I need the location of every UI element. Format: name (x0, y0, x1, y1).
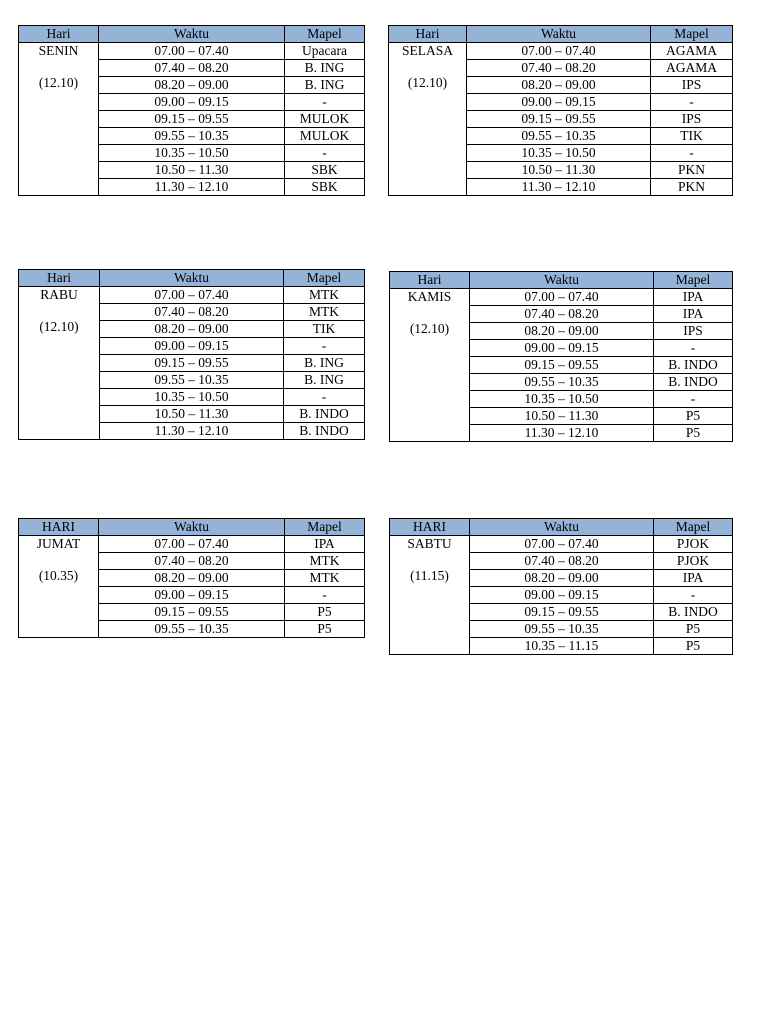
time-cell: 07.40 – 08.20 (467, 60, 651, 77)
subject-cell: PKN (651, 162, 733, 179)
table-header-row (19, 26, 365, 43)
time-cell: 09.15 – 09.55 (470, 357, 654, 374)
time-cell: 09.15 – 09.55 (467, 111, 651, 128)
schedule-table-kamis (389, 271, 733, 442)
day-name: SABTU (407, 536, 452, 551)
header-time: Waktu (467, 26, 651, 43)
table-header-row (390, 272, 733, 289)
time-cell: 10.50 – 11.30 (99, 162, 285, 179)
day-name: RABU (40, 287, 78, 302)
subject-cell: IPA (654, 289, 733, 306)
subject-cell: - (654, 391, 733, 408)
subject-cell: B. ING (284, 372, 365, 389)
subject-cell: IPA (654, 570, 733, 587)
subject-cell: B. INDO (284, 406, 365, 423)
subject-cell: SBK (285, 179, 365, 196)
time-cell: 09.00 – 09.15 (100, 338, 284, 355)
day-cell (390, 536, 470, 655)
header-time: Waktu (99, 519, 285, 536)
subject-cell: PJOK (654, 553, 733, 570)
subject-cell: - (284, 338, 365, 355)
time-cell: 09.15 – 09.55 (470, 604, 654, 621)
subject-cell: AGAMA (651, 43, 733, 60)
table-row (390, 536, 733, 553)
subject-cell: P5 (654, 638, 733, 655)
time-cell: 09.55 – 10.35 (99, 128, 285, 145)
table-header-row (390, 519, 733, 536)
time-cell: 08.20 – 09.00 (467, 77, 651, 94)
header-subject: Mapel (654, 519, 733, 536)
schedule-table-selasa (388, 25, 733, 196)
header-time: Waktu (100, 270, 284, 287)
time-cell: 07.40 – 08.20 (470, 553, 654, 570)
subject-cell: PJOK (654, 536, 733, 553)
subject-cell: AGAMA (651, 60, 733, 77)
time-cell: 09.55 – 10.35 (100, 372, 284, 389)
table-header-row (19, 519, 365, 536)
subject-cell: B. ING (285, 60, 365, 77)
time-cell: 10.35 – 10.50 (99, 145, 285, 162)
time-cell: 07.40 – 08.20 (99, 553, 285, 570)
time-cell: 08.20 – 09.00 (99, 570, 285, 587)
subject-cell: P5 (285, 604, 365, 621)
day-end-time: (12.10) (39, 319, 79, 334)
time-cell: 08.20 – 09.00 (99, 77, 285, 94)
time-cell: 10.35 – 10.50 (470, 391, 654, 408)
day-cell (19, 287, 100, 440)
day-cell (19, 43, 99, 196)
subject-cell: IPS (651, 77, 733, 94)
time-cell: 07.40 – 08.20 (100, 304, 284, 321)
time-cell: 09.15 – 09.55 (100, 355, 284, 372)
day-end-time: (12.10) (409, 321, 450, 336)
subject-cell: MULOK (285, 111, 365, 128)
time-cell: 07.40 – 08.20 (99, 60, 285, 77)
subject-cell: MTK (285, 553, 365, 570)
subject-cell: - (284, 389, 365, 406)
schedule-table-senin (18, 25, 365, 196)
header-day: HARI (390, 519, 470, 536)
time-cell: 10.50 – 11.30 (470, 408, 654, 425)
day-name: SELASA (401, 43, 453, 58)
subject-cell: MULOK (285, 128, 365, 145)
subject-cell: B. INDO (654, 604, 733, 621)
table-row (19, 536, 365, 553)
time-cell: 07.00 – 07.40 (99, 536, 285, 553)
time-cell: 07.00 – 07.40 (99, 43, 285, 60)
header-day: Hari (389, 26, 467, 43)
header-day: HARI (19, 519, 99, 536)
table-row (389, 43, 733, 60)
time-cell: 07.00 – 07.40 (470, 289, 654, 306)
subject-cell: P5 (654, 621, 733, 638)
time-cell: 07.40 – 08.20 (470, 306, 654, 323)
header-subject: Mapel (285, 519, 365, 536)
header-day: Hari (19, 26, 99, 43)
subject-cell: B. INDO (654, 357, 733, 374)
subject-cell: MTK (284, 304, 365, 321)
subject-cell: - (654, 587, 733, 604)
day-name: JUMAT (36, 536, 81, 551)
day-end-time: (12.10) (407, 75, 448, 90)
subject-cell: - (285, 145, 365, 162)
header-day: Hari (19, 270, 100, 287)
subject-cell: PKN (651, 179, 733, 196)
time-cell: 08.20 – 09.00 (470, 323, 654, 340)
subject-cell: P5 (654, 408, 733, 425)
time-cell: 08.20 – 09.00 (470, 570, 654, 587)
schedule-table-rabu (18, 269, 365, 440)
subject-cell: IPA (285, 536, 365, 553)
time-cell: 09.00 – 09.15 (470, 587, 654, 604)
day-name: KAMIS (407, 289, 452, 304)
table-header-row (19, 270, 365, 287)
subject-cell: - (654, 340, 733, 357)
time-cell: 09.55 – 10.35 (99, 621, 285, 638)
subject-cell: - (285, 587, 365, 604)
time-cell: 08.20 – 09.00 (100, 321, 284, 338)
subject-cell: SBK (285, 162, 365, 179)
day-name: SENIN (38, 43, 79, 58)
header-time: Waktu (470, 519, 654, 536)
time-cell: 09.15 – 09.55 (99, 604, 285, 621)
subject-cell: - (651, 94, 733, 111)
subject-cell: P5 (285, 621, 365, 638)
time-cell: 07.00 – 07.40 (470, 536, 654, 553)
schedule-table-jumat (18, 518, 365, 638)
subject-cell: - (651, 145, 733, 162)
header-subject: Mapel (651, 26, 733, 43)
time-cell: 09.55 – 10.35 (470, 621, 654, 638)
header-time: Waktu (470, 272, 654, 289)
subject-cell: IPS (651, 111, 733, 128)
time-cell: 07.00 – 07.40 (100, 287, 284, 304)
header-subject: Mapel (284, 270, 365, 287)
subject-cell: TIK (284, 321, 365, 338)
time-cell: 11.30 – 12.10 (100, 423, 284, 440)
table-header-row (389, 26, 733, 43)
time-cell: 09.00 – 09.15 (467, 94, 651, 111)
time-cell: 10.50 – 11.30 (100, 406, 284, 423)
time-cell: 11.30 – 12.10 (470, 425, 654, 442)
header-subject: Mapel (285, 26, 365, 43)
subject-cell: TIK (651, 128, 733, 145)
time-cell: 10.35 – 10.50 (100, 389, 284, 406)
subject-cell: Upacara (285, 43, 365, 60)
time-cell: 10.50 – 11.30 (467, 162, 651, 179)
time-cell: 09.00 – 09.15 (99, 587, 285, 604)
subject-cell: B. ING (284, 355, 365, 372)
day-end-time: (11.15) (410, 568, 449, 583)
day-cell (19, 536, 99, 638)
header-subject: Mapel (654, 272, 733, 289)
time-cell: 10.35 – 11.15 (470, 638, 654, 655)
time-cell: 09.00 – 09.15 (99, 94, 285, 111)
time-cell: 09.55 – 10.35 (470, 374, 654, 391)
header-time: Waktu (99, 26, 285, 43)
subject-cell: B. INDO (284, 423, 365, 440)
subject-cell: - (285, 94, 365, 111)
subject-cell: B. ING (285, 77, 365, 94)
time-cell: 09.55 – 10.35 (467, 128, 651, 145)
table-row (19, 287, 365, 304)
day-end-time: (12.10) (38, 75, 79, 90)
day-cell (389, 43, 467, 196)
time-cell: 09.00 – 09.15 (470, 340, 654, 357)
time-cell: 11.30 – 12.10 (99, 179, 285, 196)
subject-cell: B. INDO (654, 374, 733, 391)
day-end-time: (10.35) (38, 568, 79, 583)
time-cell: 11.30 – 12.10 (467, 179, 651, 196)
subject-cell: MTK (284, 287, 365, 304)
header-day: Hari (390, 272, 470, 289)
subject-cell: IPS (654, 323, 733, 340)
time-cell: 07.00 – 07.40 (467, 43, 651, 60)
time-cell: 09.15 – 09.55 (99, 111, 285, 128)
table-row (390, 289, 733, 306)
time-cell: 10.35 – 10.50 (467, 145, 651, 162)
subject-cell: IPA (654, 306, 733, 323)
subject-cell: MTK (285, 570, 365, 587)
schedule-table-sabtu (389, 518, 733, 655)
day-cell (390, 289, 470, 442)
subject-cell: P5 (654, 425, 733, 442)
table-row (19, 43, 365, 60)
